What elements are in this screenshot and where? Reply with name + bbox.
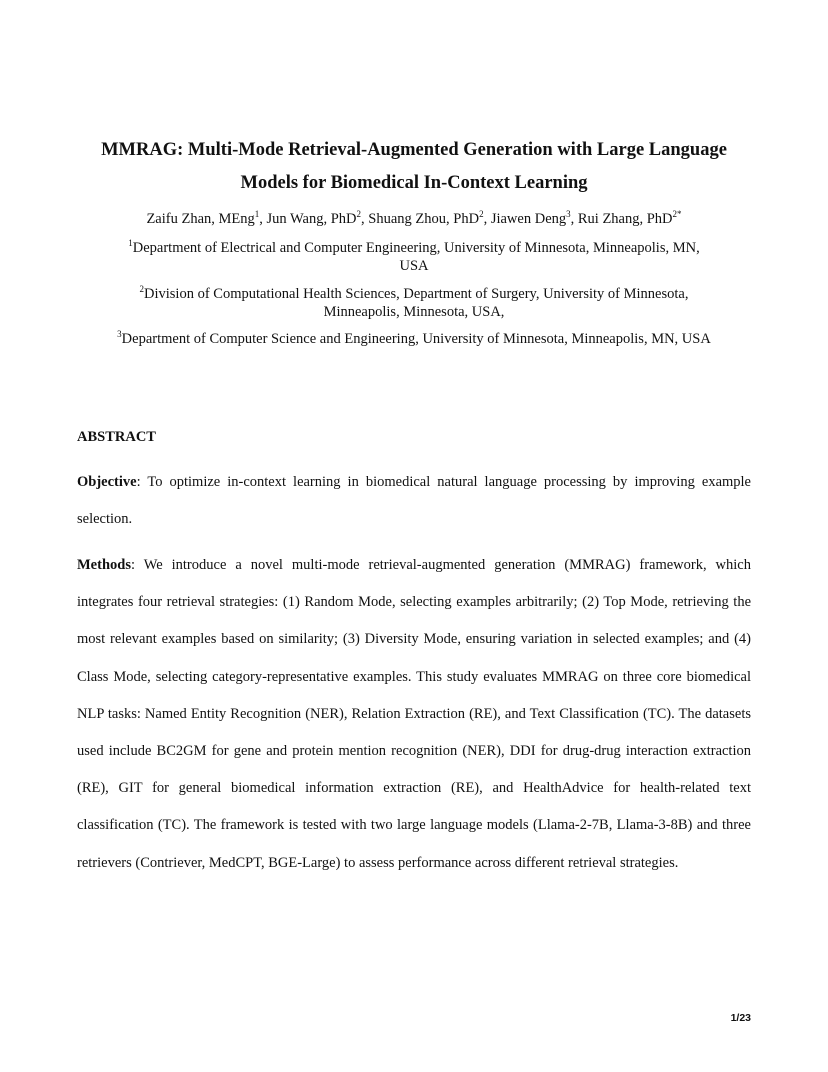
paper-title (60, 134, 768, 200)
objective-text: : To optimize in-context learning in biomedical natural language processing by improving example selection. (77, 474, 751, 528)
affiliation-3: $^3$Department of Computer Science and Engineering, University of Minnesota, Minneapolis, MN, USA (117, 329, 711, 347)
page-number: 1/23 (730, 1012, 751, 1024)
title-line-2: Models for Biomedical In-Context Learning (240, 173, 588, 193)
objective-label: Objective (77, 474, 137, 490)
author: Rui Zhang, PhD$^{2*}$ (577, 209, 682, 227)
abstract-heading: ABSTRACT (77, 429, 156, 445)
author: Shuang Zhou, PhD$^2$, (368, 209, 491, 227)
affiliation-2: $^2$Division of Computational Health Sciences, Department of Surgery, University of Minnesota, Minneapolis, Minnesota, USA, (139, 284, 689, 320)
author-list (40, 210, 788, 228)
abstract-methods (77, 547, 751, 882)
affiliation-1: $^1$Department of Electrical and Computer Engineering, University of Minnesota, Minneapolis, MN, USA (128, 238, 700, 274)
author: Jun Wang, PhD$^2$, (266, 209, 369, 227)
methods-text: : We introduce a novel multi-mode retrieval-augmented generation (MMRAG) framework, which integrates four retrieval strategies: (1) Random Mode, selecting examples arbitrarily; (2) Top Mode, retrieving the most relevant examples based on similarity; (3) Diversity Mode, ensuring variation in selected examples; and (4) Class Mode, selecting category-representative examples. This study evaluates MMRAG on three core biomedical NLP tasks: Named Entity Recognition (NER), Relation Extraction (RE), and Text Classification (TC). The datasets used include BC2GM for gene and protein mention recognition (NER), DDI for drug-drug interaction extraction (RE), GIT for general biomedical information extraction (RE), and HealthAdvice for health-related text classification (TC). The framework is tested with two large language models (Llama-2-7B, Llama-3-8B) and three retrievers (Contriever, MedCPT, BGE-Large) to assess performance across different retrieval strategies. (77, 557, 751, 871)
title-line-1: MMRAG: Multi-Mode Retrieval-Augmented Generation with Large Language (101, 140, 727, 160)
methods-label: Methods (77, 557, 131, 573)
abstract-objective (77, 464, 751, 538)
author: Jiawen Deng$^3$, (490, 209, 578, 227)
author: Zaifu Zhan, MEng$^1$, (146, 209, 267, 227)
